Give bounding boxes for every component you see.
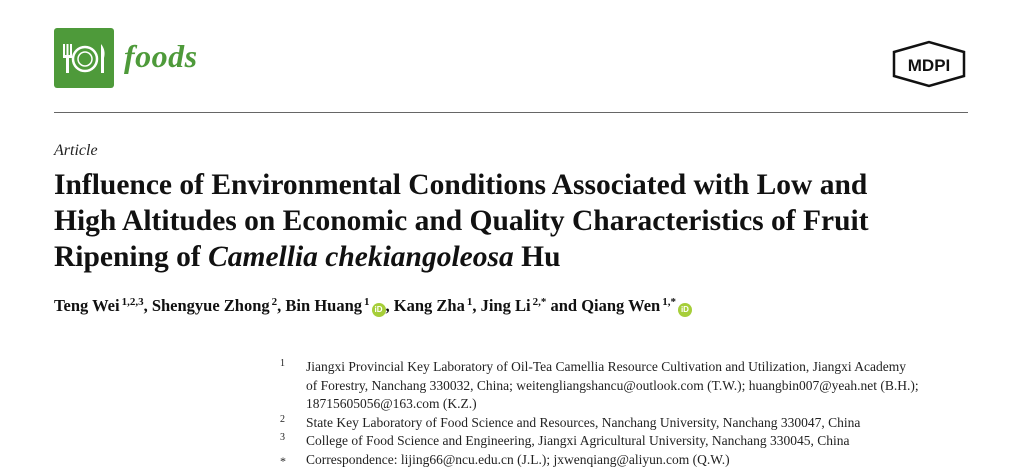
author-name[interactable]: Teng Wei	[54, 296, 120, 315]
article-title	[54, 167, 984, 275]
affiliation-marker: 3	[280, 432, 285, 443]
affiliation-line: College of Food Science and Engineering, Jiangxi Agricultural University, Nanchang 330045, China	[306, 433, 850, 448]
species-name: Camellia chekiangoleosa	[208, 241, 514, 273]
fork-plate-knife-icon	[54, 28, 114, 88]
publisher-name: MDPI	[907, 56, 951, 75]
author-separator: ,	[277, 296, 286, 315]
orcid-icon[interactable]: iD	[678, 303, 692, 317]
author-name[interactable]: Kang Zha	[393, 296, 465, 315]
author-list	[54, 296, 692, 317]
affiliation-marker: 2	[280, 413, 285, 425]
affiliation-list	[280, 358, 980, 469]
affiliation-line: State Key Laboratory of Food Science and Resources, Nanchang University, Nanchang 330047, China	[306, 414, 861, 430]
author-separator: ,	[143, 296, 152, 315]
journal-name: foods	[124, 38, 198, 74]
mdpi-logo[interactable]	[890, 40, 968, 88]
author-affiliation-marker: 1	[364, 296, 370, 308]
title-line: High Altitudes on Economic and Quality Characteristics of Fruit	[54, 205, 869, 237]
author-separator: ,	[385, 296, 394, 315]
author-affiliation-marker: 2	[271, 296, 278, 308]
journal-logo[interactable]	[54, 28, 114, 88]
affiliation-marker: *	[280, 453, 286, 468]
affiliation-item	[280, 358, 980, 414]
affiliation-item	[280, 451, 980, 470]
orcid-icon[interactable]: iD	[372, 303, 386, 317]
affiliation-marker: 1	[280, 358, 285, 369]
author-affiliation-marker: 2,*	[532, 296, 547, 308]
affiliation-line: of Forestry, Nanchang 330032, China; weitengliangshancu@outlook.com (T.W.); huangbin007@yeah.net (B.H.);	[306, 377, 919, 393]
header-divider	[54, 112, 968, 113]
affiliation-item	[280, 414, 980, 433]
author-affiliation-marker: 1,*	[662, 296, 676, 308]
author-name[interactable]: Jing Li	[480, 296, 531, 315]
title-line: Influence of Environmental Conditions Associated with Low and	[54, 169, 868, 201]
author-name[interactable]: Bin Huang	[285, 296, 363, 315]
author-name[interactable]: Qiang Wen	[581, 296, 661, 315]
title-text: Ripening of	[54, 241, 209, 273]
author-separator: ,	[472, 296, 481, 315]
author-separator: and	[546, 296, 582, 315]
author-affiliation-marker: 1	[466, 296, 473, 308]
affiliation-line: Jiangxi Provincial Key Laboratory of Oil-Tea Camellia Resource Cultivation and Utilization, Jiangxi Academy	[306, 359, 907, 374]
affiliation-line: Correspondence: lijing66@ncu.edu.cn (J.L.); jxwenqiang@aliyun.com (Q.W.)	[306, 451, 730, 467]
title-text: Hu	[513, 241, 561, 273]
author-name[interactable]: Shengyue Zhong	[151, 296, 270, 315]
affiliation-line: 18715605056@163.com (K.Z.)	[306, 396, 477, 411]
author-affiliation-marker: 1,2,3	[121, 296, 144, 308]
title-line	[54, 239, 984, 275]
affiliation-item	[280, 432, 980, 451]
article-type: Article	[54, 142, 98, 159]
